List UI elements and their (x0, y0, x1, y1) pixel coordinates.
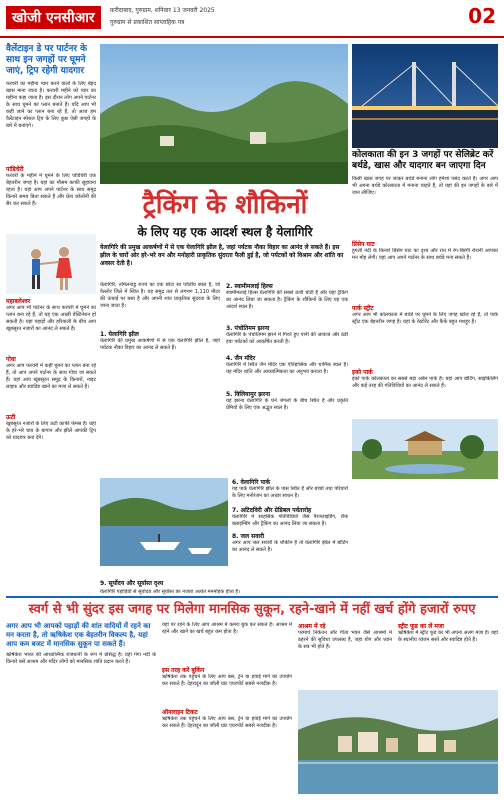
bottom-para: ऋषिकेश तक पहुंचने के लिए आप बस, ट्रेन या हवाई मार्ग का उपयोग कर सकते हैं। देहरादून का जॉली ग्रांट एयरपोर्ट सबसे नजदीक है। (162, 716, 292, 729)
bottom-subhead: इस तरह करें बुकिंग (162, 667, 205, 674)
lead-subhead: 9. सूर्योदय और सूर्यास्त दृश्य (100, 580, 164, 587)
left-story-subhead: गोवा (6, 356, 16, 363)
header-site: गुरुग्राम से प्रकाशित साप्ताहिक पत्र (110, 19, 185, 26)
bottom-col-4 (398, 622, 498, 686)
lead-intro (100, 244, 348, 276)
brand-logo: खोजी एनसीआर (6, 6, 101, 29)
lead-para: अगर आप जल सवारी के शौकीन हैं तो येलागिरि झील में बोटिंग का आनंद ले सकते हैं। (232, 540, 348, 553)
right-story-para: इको पार्क कोलकाता का सबसे बड़ा अर्बन पार्क है। यहां आप बोटिंग, साइकिलिंग और कई तरह की गतिविधियों का आनंद ले सकते हैं। (352, 376, 498, 389)
lead-para: येलागिरि में साहसिक गतिविधियों जैसे पैराग्लाइडिंग, रॉक क्लाइम्बिंग और ट्रैकिंग का आनंद लिया जा सकता है। (232, 514, 348, 527)
lead-footer (100, 570, 348, 595)
lead-col-3 (232, 478, 348, 566)
lead-subhead: 2. स्वामीमलाई हिल्स (226, 283, 273, 290)
page-number: 02 (468, 4, 496, 28)
lead-subhead: 3. पंचोतिमम झरना (226, 325, 270, 332)
bottom-subhead: आश्रम में रहे (298, 623, 326, 630)
rishikesh-photo (298, 690, 498, 794)
bottom-para: यहां पर रहने के लिए आप आश्रम में कमरा बुक कर सकते हैं। आश्रम में रहने और खाने का खर्च बहुत कम होता है। (162, 622, 292, 635)
bottom-para: परमार्थ निकेतन और गीता भवन जैसे आश्रमों में ठहरने की सुविधा उपलब्ध है, जहां योग और ध्यान के सत्र भी होते हैं। (298, 630, 392, 650)
section-divider (6, 596, 498, 598)
yelagiri-landscape-photo (100, 44, 348, 184)
bottom-subhead: ऑनलाइन टिकट (162, 709, 198, 716)
bottom-col-1 (6, 622, 156, 794)
left-story (6, 44, 96, 544)
lead-para: यह पार्क येलागिरि झील के पास स्थित है और बच्चों तथा परिवारों के लिए मनोरंजन का अच्छा साधन है। (232, 486, 348, 499)
lead-para: यह झरना येलागिरि के घने जंगलों के बीच स्थित है और प्रकृति प्रेमियों के लिए एक अद्भुत स्थल है। (226, 398, 348, 411)
right-story-para: किसी खास जगह पर जाकर बर्थडे मनाना लोग हमेशा पसंद करते हैं। अगर आप भी अपना बर्थडे कोलकाता में मनाना चाहते हैं, तो यहां की इन जगहों के बारे में जान लीजिए। (352, 176, 498, 196)
left-story-para: फरवरी के महीने में घूमने के लिए पांडिचेरी एक बेहतरीन जगह है। यहां का मौसम काफी सुहावना रहता है। यहां आप अपने पार्टनर के साथ समुद्र किनारे समय बिता सकते हैं और फ्रेंच कॉलोनी की सैर कर सकते हैं। (6, 173, 96, 207)
lead-para: येलागिरि की प्रमुख आकर्षणों में से एक येलागिरि झील है, जहां पर्यटक नौका विहार का आनंद ले सकते हैं। (100, 338, 220, 351)
right-story-title: कोलकाता की इन 3 जगहों पर सेलिब्रेट करें बर्थडे, खास और यादगार बन जाएगा दिन (352, 150, 494, 171)
lead-subhead: 7. अटिदविरी और ग्रेडिबल पर्वतारोह (232, 507, 312, 514)
header-date: फ़रीदाबाद, गुरुग्राम, शनिवार 13 जनवरी 2025 (110, 7, 215, 14)
lead-col-1 (100, 282, 220, 504)
right-story-subhead: प्रिंसेप घाट (352, 241, 375, 248)
lead-para: येलागिरि के पंचोतिमम झरने में गिरते हुए पानी की आवाज और ठंडी हवा पर्यटकों को आकर्षित करती है। (226, 332, 348, 345)
lead-para: येलागिरि में स्थित जैन मंदिर एक ऐतिहासिक और धार्मिक स्थल है। यह मंदिर शांति और आध्यात्मिकता का अनुभव कराता है। (226, 362, 348, 375)
right-story-subhead: पार्क स्ट्रीट (352, 305, 374, 312)
bottom-subhead: स्ट्रीट फूड का लें मजा (398, 623, 444, 630)
lead-subhead: 5. विलियामुर झरना (226, 391, 271, 398)
left-story-para: फरवरी का महीना प्यार करने वालों के लिए बेहद खास माना जाता है। फरवरी महीने को प्यार का महीना कहा जाता है। इस दौरान लोग अपने पार्टनर के साथ घूमने का प्लान बनाते हैं। यदि आप भी कहीं जाने का प्लान बना रहे हैं, तो आज हम वैलेंटाइन स्पेशल ट्रिप के लिए कुछ ऐसी जगहों के बारे में बताएंगे। (6, 81, 96, 129)
right-story-subhead: इको पार्क (352, 369, 373, 376)
lead-subhead: 4. जैन मंदिर (226, 355, 256, 362)
left-story-para: अगर आप भी पार्टनर के साथ फरवरी में घूमने का प्लान बना रहे हैं, तो यह एक अच्छी डेस्टिनेशन हो सकती है। यहां पहाड़ों और हरियाली के बीच आप खूबसूरत नजारों का आनंद ले सकते हैं। (6, 305, 96, 332)
yelagiri-lake-photo (100, 478, 228, 566)
left-story-title: वैलेंटाइन डे पर पार्टनर के साथ इन जगहों पर घूमने जाएं, ट्रिप रहेगी यादगार (6, 44, 88, 76)
bottom-para: ऋषिकेश में स्ट्रीट फूड का भी अपना अलग मजा है। यहां के स्थानीय व्यंजन सस्ते और स्वादिष्ट होते हैं। (398, 630, 498, 643)
lead-intro-text: येलागिरि की प्रमुख आकर्षणों में से एक येलागिरि झील है, जहां पर्यटक नौका विहार का आनंद ले सकते हैं। इस झील के चारों ओर हरे-भरे वन और मनोहारी प्राकृतिक सुंदरता फैली हुई है, जो पर्यटकों को विश्राम और शांति का अवसर देती है। (100, 244, 344, 267)
bottom-col-2 (162, 622, 292, 794)
eco-park-photo (352, 419, 498, 479)
right-story-para: हुगली नदी के किनारे प्रिंसेप घाट का दृश्य और रात में रंग-बिरंगी रोशनी आपका मन मोह लेगी। यहां आप अपने पार्टनर के साथ बर्थडे मना सकते हैं। (352, 248, 498, 261)
lead-subhead: 1. येलागिरि झील (100, 331, 139, 338)
left-story-para: अगर आप फरवरी में कहीं घूमने का प्लान बना रहे हैं, तो आप अपने पार्टनर के साथ गोवा जा सकते हैं। यहां आप खूबसूरत समुद्र के किनारों, नाइट लाइफ और स्वादिष्ट खाने का मजा ले सकते हैं। (6, 363, 96, 390)
kolkata-bridge-photo (352, 44, 498, 148)
bottom-para: ऋषिकेश तक पहुंचने के लिए आप बस, ट्रेन या हवाई मार्ग का उपयोग कर सकते हैं। देहरादून का जॉली ग्रांट एयरपोर्ट सबसे नजदीक है। (162, 674, 292, 687)
right-story-para: अगर आप भी कोलकाता में बर्थडे पर घूमने के लिए जगह खोज रहे हैं, तो पार्क स्ट्रीट एक बेहतरीन जगह है। यहां के रेस्टोरेंट और कैफे बहुत मशहूर हैं। (352, 312, 498, 325)
page-header (0, 0, 504, 38)
lead-subhead: 8. जल सवारी (232, 533, 265, 540)
bottom-intro: अगर आप भी आपको पहाड़ों की शांत वादियों में रहने का मन करता है, तो ऋषिकेश एक बेहतरीन विकल्प है, यहां आप कम बजट में मानसिक सुकून पा सकते हैं। (6, 622, 151, 648)
lead-para: येलागिरि, तमिलनाडु राज्य का एक छोटा सा पर्वतीय स्थल है, जो वेल्लोर जिले में स्थित है। यह समुद्र तल से लगभग 1,110 मीटर की ऊंचाई पर बसा है और अपनी शांत प्राकृतिक सुंदरता के लिए जाना जाता है। (100, 282, 220, 309)
main-headline-line2: के लिए यह एक आदर्श स्थल है येलागिरि (137, 225, 313, 239)
left-story-subhead: महाबलेश्वर (6, 298, 31, 305)
left-story-para: खूबसूरत नजारों के लिए ऊटी काफी फेमस है। यहां के हरे-भरे चाय के बागान और झीलें आपकी ट्रिप को यादगार बना देंगे। (6, 421, 96, 441)
couple-photo (6, 234, 96, 294)
bottom-headline: स्वर्ग से भी सुंदर इस जगह पर मिलेगा मानसिक सुकून, रहने-खाने में नहीं खर्च होंगे हजारों रुपए (28, 602, 476, 617)
left-story-subhead: ऊटी (6, 414, 16, 421)
lead-para: येलागिरि पहाड़ियों से सूर्योदय और सूर्यास्त का नजारा अत्यंत मनमोहक होता है। (100, 589, 240, 595)
right-story (352, 150, 498, 554)
main-headline-line1: ट्रैकिंग के शौकिनों (142, 190, 308, 220)
lead-para: स्वामीमलाई हिल्स येलागिरि की सबसे ऊंची चोटी है और यहां ट्रैकिंग का आनंद लिया जा सकता है। ट्रैकिंग के शौकिनों के लिए यह एक आदर्श स्थल है। (226, 290, 348, 310)
lead-subhead: 6. वेलागिरि पार्क (232, 479, 271, 486)
lead-col-2 (226, 282, 348, 504)
bottom-para: ऋषिकेश भारत की आध्यात्मिक राजधानी के रूप में प्रसिद्ध है। यहां गंगा नदी के किनारे बसे आश्रम और मंदिर लोगों को मानसिक शांति प्रदान करते हैं। (6, 652, 156, 665)
left-story-subhead: पांडिचेरी (6, 166, 24, 173)
